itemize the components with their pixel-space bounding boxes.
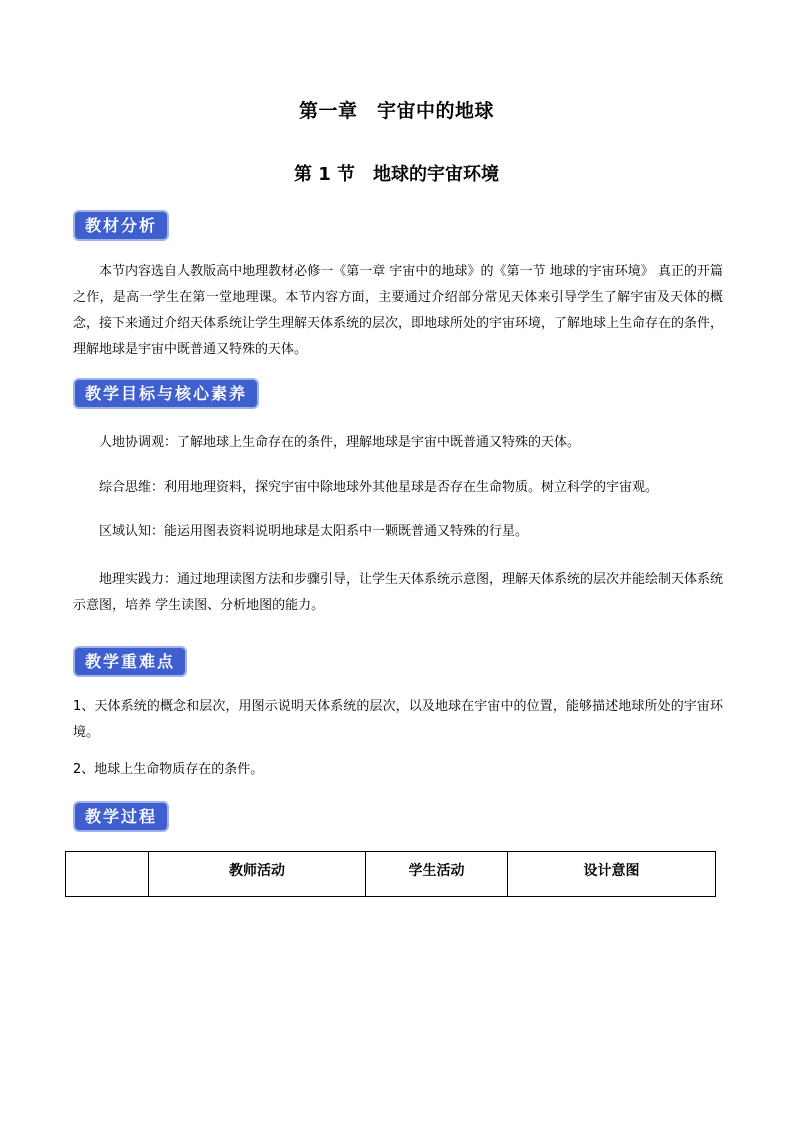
objectives-badge: 教学目标与核心素养 (75, 380, 257, 407)
objective-item-humanland: 人地协调观：了解地球上生命存在的条件，理解地球是宇宙中既普通又特殊的天体。 (99, 435, 581, 450)
table-header-student: 学生活动 (366, 852, 508, 897)
keypoint-item-2: 2、地球上生命物质存在的条件。 (73, 762, 264, 777)
process-badge: 教学过程 (75, 803, 167, 830)
section-title: 第 1 节 地球的宇宙环境 (293, 164, 500, 185)
objective-item-regional: 区域认知：能运用图表资料说明地球是太阳系中一颗既普通又特殊的行星。 (99, 524, 529, 539)
keypoint-item-1: 1、天体系统的概念和层次，用图示说明天体系统的层次，以及地球在宇宙中的位置，能够描述地球所处的宇宙环境。 (73, 699, 723, 740)
table-header-row (66, 852, 716, 897)
analysis-paragraph: 本节内容选自人教版高中地理教材必修一《第一章 宇宙中的地球》的《第一节 地球的宇宙环境》 真正的开篇之作，是高一学生在第一堂地理课。本节内容方面，主要通过介绍部分常见天体来引导学生了解宇宙及天体的概念，接下来通过介绍天体系统让学生理解天体系统的层次，即地球所处的宇宙环境，了解地球上生命存在的条件，理解地球是宇宙中既普通又特殊的天体。 (73, 264, 724, 357)
objective-item-practice: 地理实践力：通过地理读图方法和步骤引导，让学生天体系统示意图，理解天体系统的层次并能绘制天体系统示意图，培养 学生读图、分析地图的能力。 (73, 572, 724, 613)
table-header-design: 设计意图 (508, 852, 716, 897)
table-header-teacher: 教师活动 (149, 852, 366, 897)
keypoints-badge: 教学重难点 (75, 648, 185, 675)
process-table (65, 851, 716, 897)
table-header-blank (66, 852, 149, 897)
chapter-title: 第一章 宇宙中的地球 (298, 100, 494, 122)
analysis-badge: 教材分析 (75, 212, 167, 239)
objective-item-thinking: 综合思维：利用地理资料，探究宇宙中除地球外其他星球是否存在生命物质。树立科学的宇宙观。 (99, 480, 659, 495)
